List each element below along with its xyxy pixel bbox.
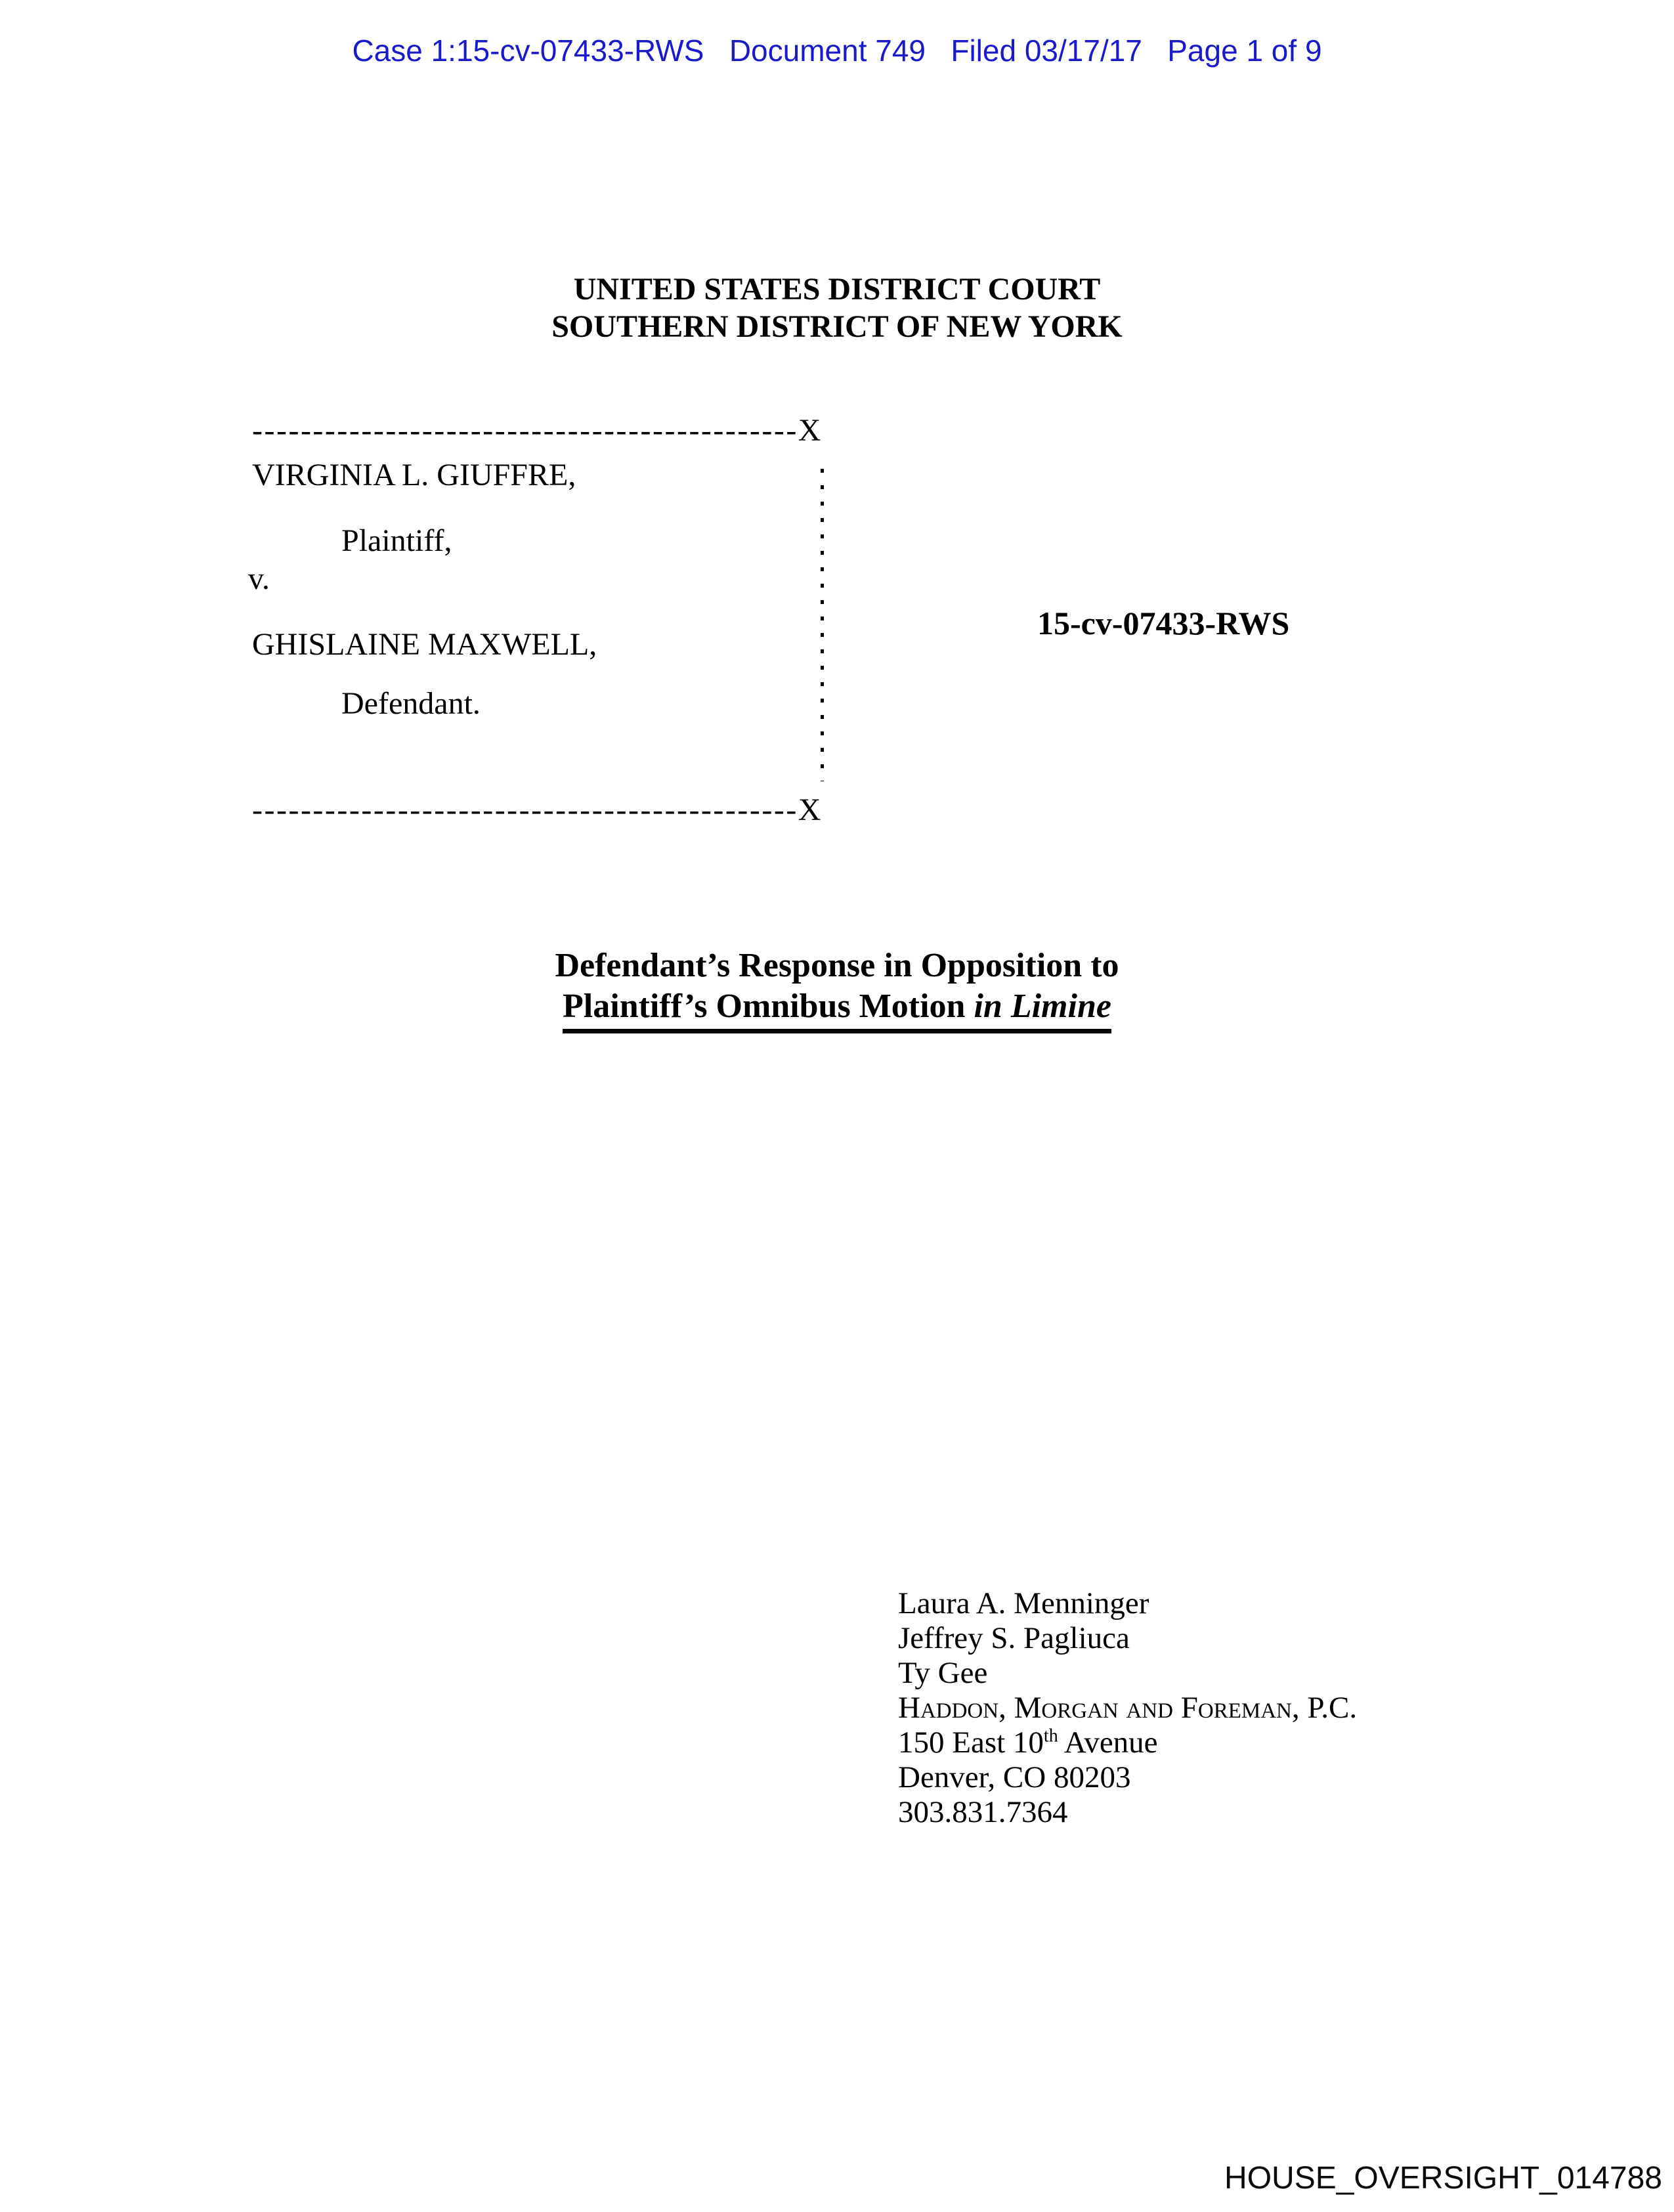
attorney-name: Jeffrey S. Pagliuca: [898, 1621, 1130, 1655]
firm-phone: 303.831.7364: [898, 1795, 1068, 1829]
law-firm-name: Haddon, Morgan and Foreman, P.C.: [898, 1691, 1358, 1725]
document-title-line1: Defendant’s Response in Opposition to: [555, 947, 1119, 984]
defendant-role-label: Defendant.: [341, 686, 481, 721]
document-title-line2: [563, 986, 1111, 1033]
firm-city-state-zip: Denver, CO 80203: [898, 1760, 1131, 1794]
versus-label: v.: [248, 561, 270, 596]
caption-dotted-divider: [821, 469, 824, 781]
document-title: [0, 945, 1674, 1033]
bates-number: HOUSE_OVERSIGHT_014788: [1224, 2161, 1662, 2196]
defendant-name: GHISLAINE MAXWELL,: [252, 627, 597, 662]
document-title-line2-italic: in Limine: [974, 987, 1111, 1025]
attorney-name: Laura A. Menninger: [898, 1586, 1149, 1620]
attorney-signature-block: [898, 1586, 1357, 1830]
court-name-line: UNITED STATES DISTRICT COURT: [573, 272, 1101, 307]
case-number: 15-cv-07433-RWS: [1037, 605, 1290, 641]
court-heading: [0, 271, 1674, 345]
court-district-line: SOUTHERN DISTRICT OF NEW YORK: [551, 309, 1123, 344]
ordinal-superscript: th: [1043, 1725, 1058, 1746]
caption-rule-top: ---------------------------------------------X: [252, 413, 823, 448]
document-title-line2-regular: Plaintiff’s Omnibus Motion: [563, 987, 974, 1025]
plaintiff-role-label: Plaintiff,: [341, 523, 452, 558]
ecf-stamp-header: Case 1:15-cv-07433-RWS Document 749 Filed 03/17/17 Page 1 of 9: [352, 33, 1322, 68]
plaintiff-name: VIRGINIA L. GIUFFRE,: [252, 458, 576, 492]
attorney-name: Ty Gee: [898, 1656, 988, 1690]
caption-rule-bottom: ---------------------------------------------X: [252, 792, 823, 827]
firm-street-address: 150 East 10th Avenue: [898, 1725, 1158, 1760]
